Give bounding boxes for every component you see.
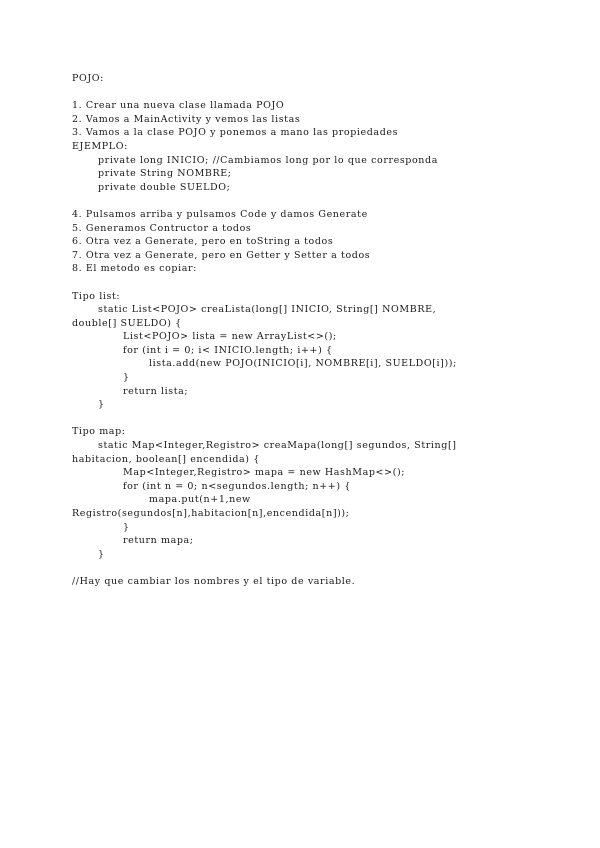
list-code-line: for (int i = 0; i< INICIO.length; i++) {: [123, 344, 333, 356]
list-code-line: }: [123, 372, 130, 384]
example-label: EJEMPLO:: [72, 140, 128, 152]
step-6: 6. Otra vez a Generate, pero en toString a todos: [72, 236, 334, 248]
spacer: [72, 86, 532, 100]
list-code-line: }: [98, 399, 105, 411]
step-7: 7. Otra vez a Generate, pero en Getter y Setter a todos: [72, 249, 371, 261]
map-code-line: return mapa;: [123, 535, 194, 547]
spacer: [72, 412, 532, 426]
list-code-line: lista.add(new POJO(INICIO[i], NOMBRE[i], SUELDO[i]));: [149, 358, 457, 370]
list-code-line: static List<POJO> creaLista(long[] INICIO, String[] NOMBRE,: [98, 304, 437, 316]
map-code-line: }: [123, 521, 130, 533]
step-4: 4. Pulsamos arriba y pulsamos Code y damos Generate: [72, 208, 368, 220]
example-prop-inicio: private long INICIO; //Cambiamos long por lo que corresponda: [98, 154, 438, 166]
step-5: 5. Generamos Contructor a todos: [72, 222, 252, 234]
step-3: 3. Vamos a la clase POJO y ponemos a mano las propiedades: [72, 127, 399, 139]
example-prop-nombre: private String NOMBRE;: [98, 168, 232, 180]
example-prop-sueldo: private double SUELDO;: [98, 181, 231, 193]
map-code-line: Registro(segundos[n],habitacion[n],encendida[n]));: [72, 508, 350, 519]
map-code-line: static Map<Integer,Registro> creaMapa(long[] segundos, String[]: [98, 440, 457, 452]
map-code-line: for (int n = 0; n<segundos.length; n++) {: [123, 480, 351, 492]
spacer: [72, 194, 532, 208]
spacer: [72, 276, 532, 290]
map-code-line: mapa.put(n+1,new: [149, 494, 251, 506]
doc-heading: POJO:: [72, 73, 104, 84]
step-1: 1. Crear una nueva clase llamada POJO: [72, 100, 285, 112]
list-code-line: return lista;: [123, 385, 189, 397]
map-code-line: habitacion, boolean[] encendida) {: [72, 453, 260, 465]
map-code-line: Map<Integer,Registro> mapa = new HashMap<>();: [123, 467, 406, 479]
list-code-line: List<POJO> lista = new ArrayList<>();: [123, 331, 337, 343]
step-2: 2. Vamos a MainActivity y vemos las listas: [72, 113, 301, 125]
step-8: 8. El metodo es copiar:: [72, 263, 197, 275]
list-code-line: double[] SUELDO) {: [72, 317, 182, 329]
document-body: [72, 72, 532, 589]
spacer: [72, 561, 532, 575]
footer-comment: //Hay que cambiar los nombres y el tipo de variable.: [72, 575, 356, 587]
map-section-label: Tipo map:: [72, 426, 126, 438]
list-section-label: Tipo list:: [72, 290, 121, 302]
map-code-line: }: [98, 548, 105, 560]
